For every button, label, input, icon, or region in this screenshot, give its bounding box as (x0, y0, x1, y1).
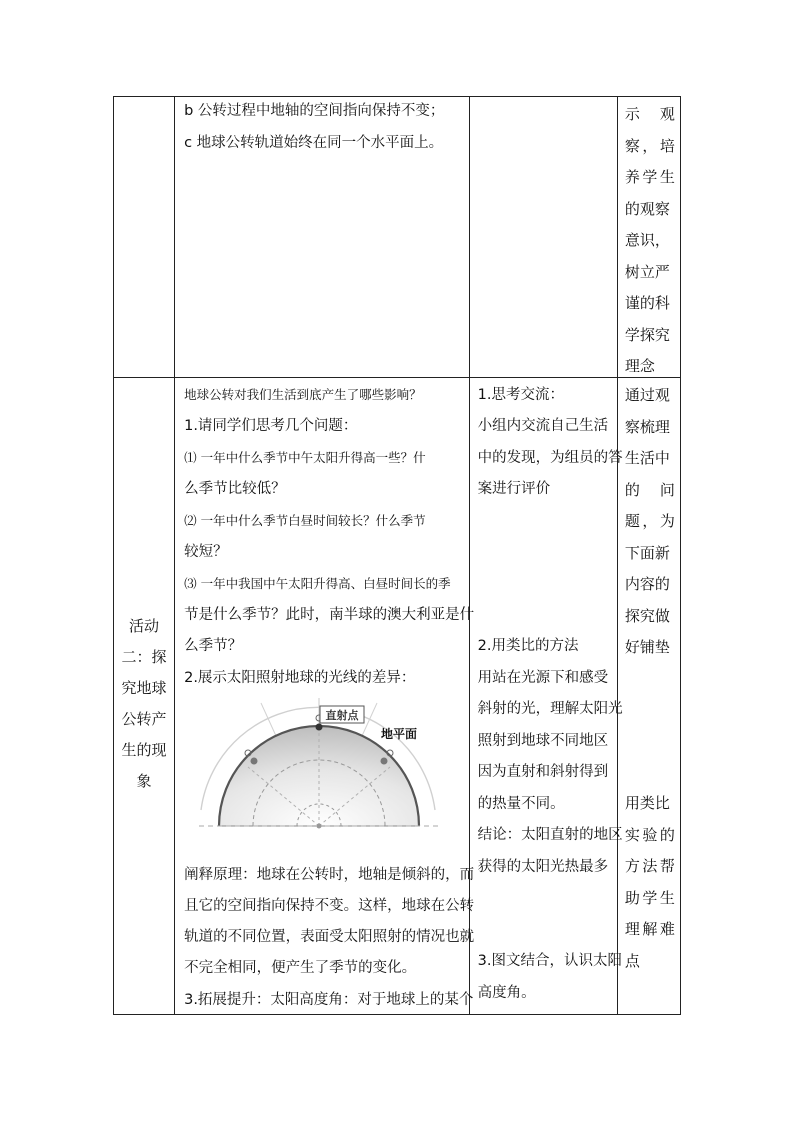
purpose-line: 理解难 (624, 920, 675, 938)
purpose-line: 方法帮 (624, 857, 675, 875)
text-line: 获得的太阳光热最多 (477, 859, 609, 875)
purpose-line: 学探究 (624, 325, 670, 344)
table-row (114, 378, 681, 1015)
text-line: 用站在光源下和感受 (477, 670, 609, 686)
text-line: ⑴ 一年中什么季节中午太阳升得高一些？什 (184, 450, 426, 465)
text-line: 1.思考交流： (477, 387, 564, 403)
purpose-line: 点 (624, 951, 640, 970)
text-line: 中的发现，为组员的答 (477, 450, 623, 466)
text-line: 较短？ (184, 544, 228, 560)
design-purpose-cell (617, 97, 680, 378)
direct-point-label: 直射点 (325, 709, 359, 722)
purpose-line: 理念 (624, 357, 655, 375)
text-line: 结论：太阳直射的地区 (477, 827, 623, 843)
text-line: 1.请同学们思考几个问题： (184, 418, 358, 434)
text-line: 照射到地球不同地区 (477, 733, 609, 749)
lesson-plan-table (113, 96, 681, 1015)
purpose-line: 意识， (624, 231, 670, 249)
teacher-activity-cell (175, 97, 470, 378)
purpose-line: 通过观 (624, 386, 670, 404)
purpose-line: 养学生 (624, 168, 675, 186)
purpose-line: 好铺垫 (624, 638, 670, 656)
text-line: 轨道的不同位置，表面受太阳照射的情况也就 (184, 929, 475, 945)
activity-cell (114, 97, 175, 378)
sunlight-diagram (199, 698, 439, 848)
text-line: 地球公转对我们生活到底产生了哪些影响？ (184, 387, 422, 402)
direct-point-dot (316, 724, 323, 731)
activity-label-line: 生的现 (121, 741, 167, 759)
text-line: 高度角。 (477, 985, 536, 1001)
observer-dot (251, 758, 258, 765)
text-line: 3.图文结合，认识太阳 (477, 953, 622, 969)
purpose-line: 生活中 (624, 449, 670, 467)
purpose-line: 探究做 (624, 606, 670, 625)
purpose-line: 察梳理 (624, 417, 670, 436)
text-line: 么季节比较低？ (184, 481, 286, 497)
activity-label-line: 象 (136, 772, 152, 790)
purpose-line: 下面新 (624, 543, 670, 562)
teacher-activity-cell (175, 378, 475, 1015)
purpose-line: 的观察 (624, 199, 670, 218)
text-line: 因为直射和斜射得到 (477, 764, 609, 780)
student-activity-cell (469, 97, 617, 378)
text-line: 节是什么季节？此时，南半球的澳大利亚是什 (184, 607, 475, 623)
purpose-line: 内容的 (624, 575, 670, 593)
text-line: 2.用类比的方法 (477, 638, 579, 654)
activity-label-line: 究地球 (121, 679, 167, 697)
table-row (114, 97, 681, 378)
text-line: 小组内交流自己生活 (477, 418, 609, 434)
activity-label-line: 公转产 (121, 710, 167, 728)
purpose-line: 用类比 (624, 794, 670, 812)
purpose-line: 察，培 (624, 136, 675, 155)
student-activity-cell (469, 378, 623, 1015)
purpose-line: 助学生 (624, 888, 675, 907)
activity-label-line: 活动 (129, 617, 160, 635)
horizon-label: 地平面 (381, 727, 418, 741)
activity-cell (114, 378, 175, 1015)
activity-label-line: 二：探 (121, 648, 167, 666)
text-line: b 公转过程中地轴的空间指向保持不变； (184, 103, 445, 119)
text-line: c 地球公转轨道始终在同一个水平面上。 (184, 135, 444, 151)
text-line: 阐释原理：地球在公转时，地轴是倾斜的，而 (184, 867, 475, 883)
purpose-line: 的 问 (624, 480, 675, 499)
text-line: 案进行评价 (477, 481, 551, 497)
text-line: 的热量不同。 (477, 796, 565, 812)
text-line: 3.拓展提升：太阳高度角：对于地球上的某个 (184, 992, 474, 1008)
text-line: 2.展示太阳照射地球的光线的差异： (184, 670, 416, 686)
text-line: 么季节？ (184, 638, 243, 654)
observer-dot (381, 758, 388, 765)
text-line: 斜射的光，理解太阳光 (477, 701, 623, 717)
purpose-line: 题，为 (624, 512, 675, 530)
text-line: 不完全相同，便产生了季节的变化。 (184, 960, 417, 976)
earth-center-dot (317, 824, 322, 829)
purpose-line: 实验的 (624, 825, 675, 844)
text-line: 且它的空间指向保持不变。这样，地球在公转 (184, 898, 475, 914)
text-line: ⑵ 一年中什么季节白昼时间较长？什么季节 (184, 513, 426, 528)
design-purpose-cell (617, 378, 680, 1015)
text-line: ⑶ 一年中我国中午太阳升得高、白昼时间长的季 (184, 576, 451, 591)
purpose-line: 谨的科 (624, 294, 670, 312)
purpose-line: 示 观 (624, 105, 675, 123)
purpose-line: 树立严 (624, 262, 670, 281)
